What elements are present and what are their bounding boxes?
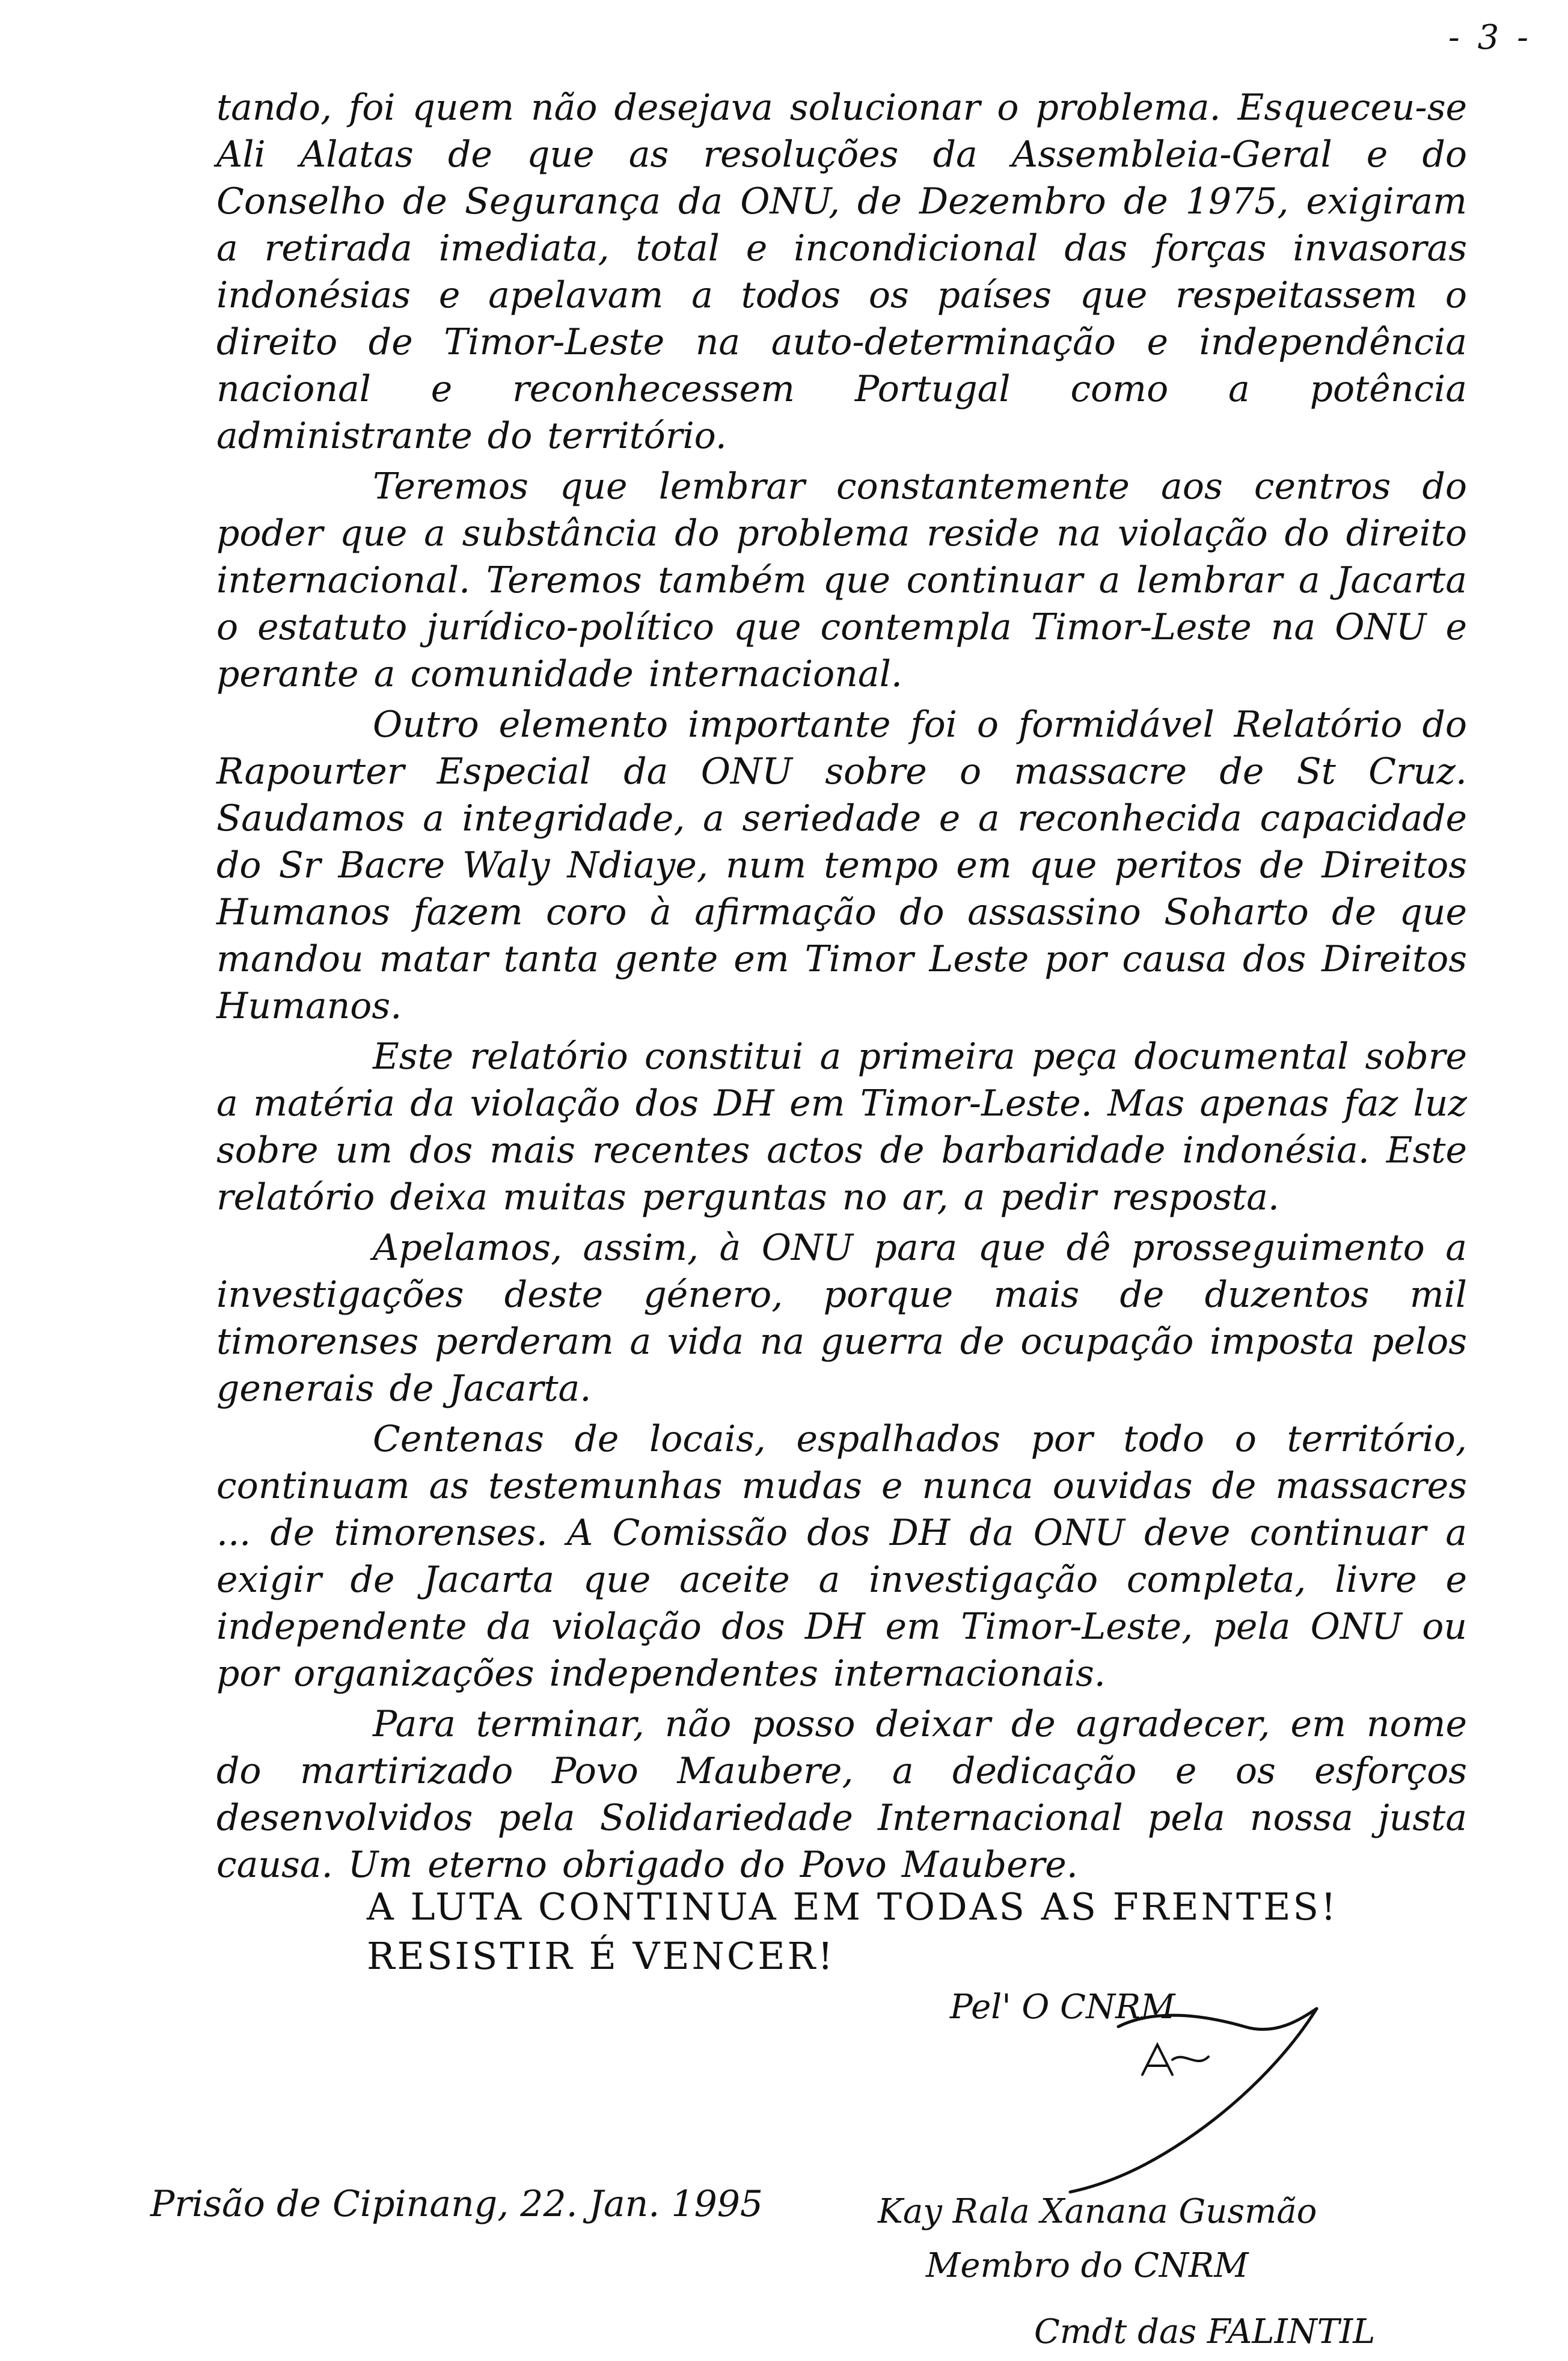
signatory-name: Kay Rala Xanana Gusmão (878, 2192, 1317, 2231)
paragraph-1: tando, foi quem não desejava solucionar o problema. Esqueceu-se Ali Alatas de que as resoluções da Assembleia-Geral e do Conselho de Segurança da ONU, de Dezembro de 1975, exigiram a retirada imediata, total e incondicional das forças invasoras indonésias e apelavam a todos os países que respeitassem o direito de Timor-Leste na auto-determinação e independência nacional e reconhecessem Portugal como a potência administrante do território. (216, 87, 1467, 457)
letter-body (216, 84, 1467, 1892)
paragraph-6: Centenas de locais, espalhados por todo o território, continuam as testemunhas mudas e nunca ouvidas de massacres ... de timorenses. A Comissão dos DH da ONU deve continuar a exigir de Jacarta que aceite a investigação completa, livre e independente da violação dos DH em Timor-Leste, pela ONU ou por organizações independentes internacionais. (216, 1418, 1467, 1695)
paragraph-4: Este relatório constitui a primeira peça documental sobre a matéria da violação dos DH em Timor-Leste. Mas apenas faz luz sobre um dos mais recentes actos de barbaridade indonésia. Este relatório deixa muitas perguntas no ar, a pedir resposta. (216, 1036, 1467, 1218)
slogan-luta-continua: A LUTA CONTINUA EM TODAS AS FRENTES! (367, 1885, 1338, 1929)
paragraph-2: Teremos que lembrar constantemente aos centros do poder que a substância do problema reside na violação do direito internacional. Teremos também que continuar a lembrar a Jacarta o estatuto jurídico-político que contempla Timor-Leste na ONU e perante a comunidade internacional. (216, 465, 1467, 695)
place-and-date: Prisão de Cipinang, 22. Jan. 1995 (150, 2183, 764, 2225)
handwritten-signature-mark (1046, 2003, 1323, 2195)
paragraph-5: Apelamos, assim, à ONU para que dê prosseguimento a investigações deste género, porque mais de duzentos mil timorenses perderam a vida na guerra de ocupação imposta pelos generais de Jacarta. (216, 1227, 1467, 1410)
signatory-role-falintil: Cmdt das FALINTIL (1034, 2312, 1376, 2351)
signature-on-behalf-of: Pel' O CNRM (950, 1988, 1175, 2027)
page-number: - 3 - (1448, 18, 1532, 57)
signatory-role-cnrm: Membro do CNRM (926, 2246, 1249, 2285)
signature-block (878, 1979, 1479, 2351)
paragraph-3: Outro elemento importante foi o formidável Relatório do Rapourter Especial da ONU sobre o massacre de St Cruz. Saudamos a integridade, a seriedade e a reconhecida capacidade do Sr Bacre Waly Ndiaye, num tempo em que peritos de Direitos Humanos fazem coro à afirmação do assassino Soharto de que mandou matar tanta gente em Timor Leste por causa dos Direitos Humanos. (216, 704, 1467, 1027)
closing-slogans (367, 1882, 1338, 1981)
paragraph-7: Para terminar, não posso deixar de agradecer, em nome do martirizado Povo Maubere, a dedicação e os esforços desenvolvidos pela Solidariedade Internacional pela nossa justa causa. Um eterno obrigado do Povo Maubere. (216, 1703, 1467, 1886)
slogan-resistir-e-vencer: RESISTIR É VENCER! (367, 1934, 836, 1978)
